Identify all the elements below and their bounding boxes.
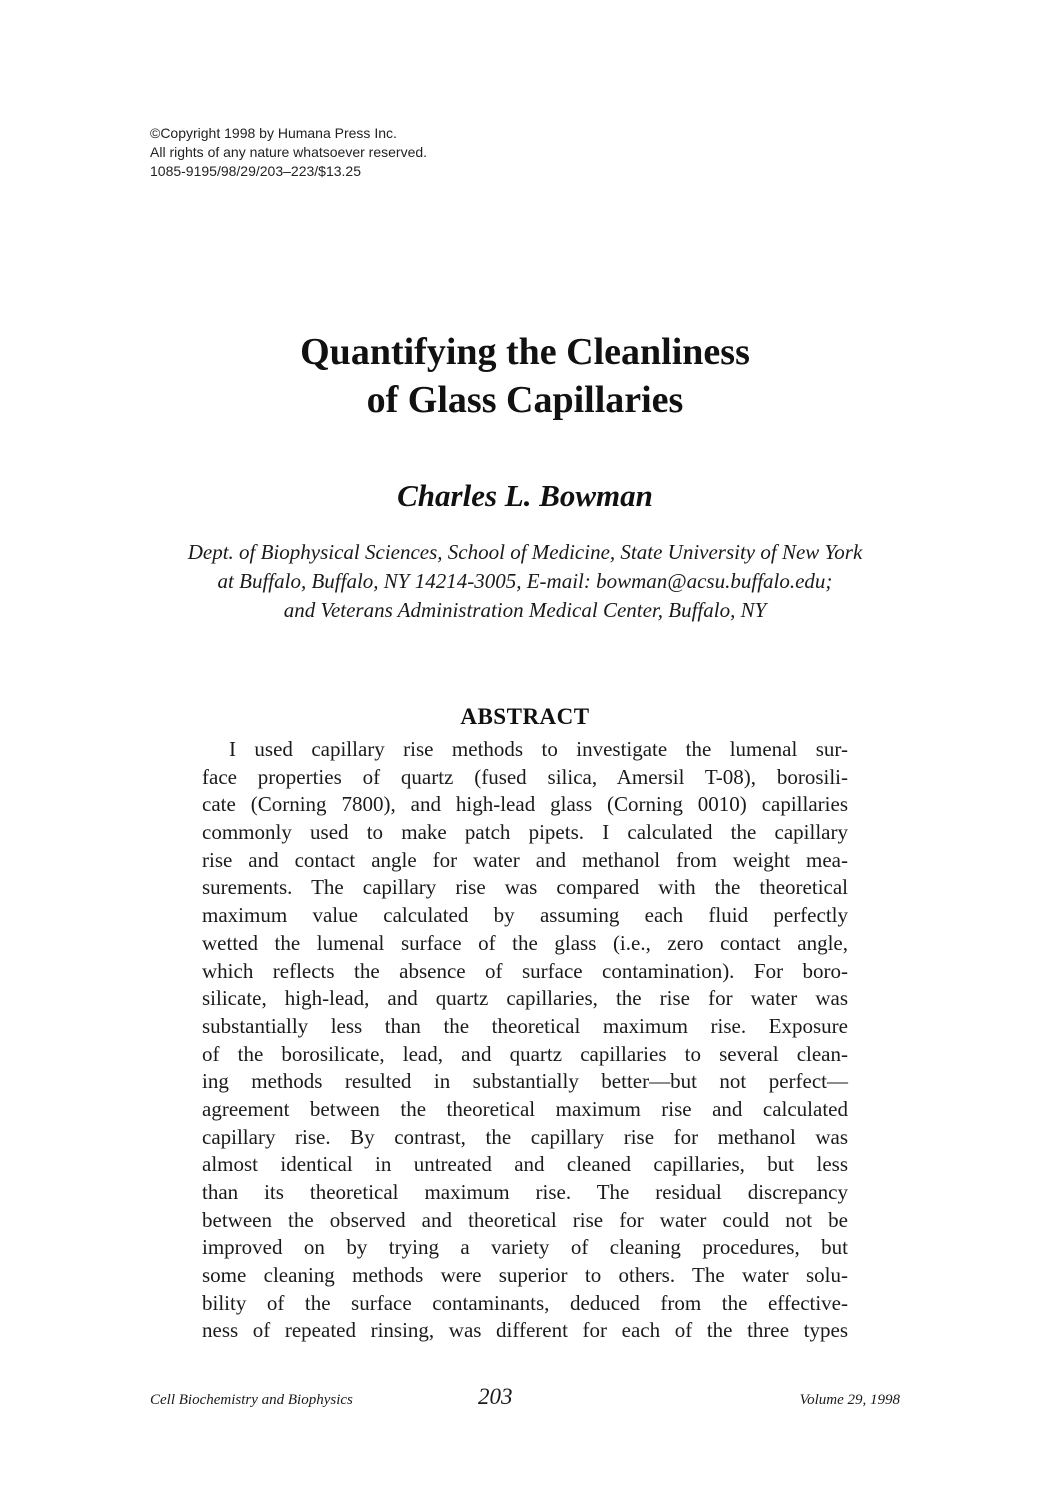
abstract-line: of the borosilicate, lead, and quartz capillaries to several clean- bbox=[202, 1041, 848, 1066]
abstract-line: some cleaning methods were superior to others. The water solu- bbox=[202, 1263, 848, 1288]
page-number: 203 bbox=[478, 1384, 513, 1409]
abstract-line: face properties of quartz (fused silica, Amersil T-08), borosili- bbox=[202, 764, 848, 789]
abstract-line: improved on by trying a variety of cleaning procedures, but bbox=[202, 1235, 848, 1260]
abstract-line: bility of the surface contaminants, deduced from the effective- bbox=[202, 1290, 848, 1315]
affiliation-line: Dept. of Biophysical Sciences, School of Medicine, State University of New York bbox=[187, 540, 863, 564]
abstract-line: silicate, high-lead, and quartz capillaries, the rise for water was bbox=[202, 986, 848, 1011]
journal-name: Cell Biochemistry and Biophysics bbox=[150, 1392, 353, 1408]
title-line: of Glass Capillaries bbox=[366, 379, 684, 421]
author-affiliation bbox=[0, 538, 1050, 625]
abstract-line: between the observed and theoretical rise for water could not be bbox=[202, 1207, 848, 1232]
abstract-line: wetted the lumenal surface of the glass (i.e., zero contact angle, bbox=[202, 930, 848, 955]
abstract-line: cate (Corning 7800), and high-lead glass (Corning 0010) capillaries bbox=[202, 792, 848, 817]
abstract-line: capillary rise. By contrast, the capillary rise for methanol was bbox=[202, 1124, 848, 1149]
abstract-heading: ABSTRACT bbox=[460, 704, 590, 729]
affiliation-line: at Buffalo, Buffalo, NY 14214-3005, E-mail: bowman@acsu.buffalo.edu; bbox=[217, 569, 833, 593]
copyright-line: ©Copyright 1998 by Humana Press Inc. bbox=[150, 125, 397, 141]
copyright-notice bbox=[150, 124, 427, 181]
issn-line: 1085-9195/98/29/203–223/$13.25 bbox=[150, 163, 361, 179]
rights-line: All rights of any nature whatsoever reserved. bbox=[150, 144, 428, 160]
abstract-body bbox=[202, 736, 848, 1345]
abstract-line: ing methods resulted in substantially better—but not perfect— bbox=[202, 1069, 848, 1094]
abstract-line: which reflects the absence of surface contamination). For boro- bbox=[202, 958, 848, 983]
affiliation-line: and Veterans Administration Medical Center, Buffalo, NY bbox=[283, 598, 767, 622]
abstract-line: ness of repeated rinsing, was different for each of the three types bbox=[202, 1318, 848, 1343]
paper-title bbox=[0, 328, 1050, 424]
abstract-line: rise and contact angle for water and methanol from weight mea- bbox=[202, 847, 848, 872]
author-name: Charles L. Bowman bbox=[397, 478, 653, 513]
abstract-line: maximum value calculated by assuming each fluid perfectly bbox=[202, 903, 848, 928]
page-footer bbox=[150, 1386, 900, 1416]
abstract-line: surements. The capillary rise was compared with the theoretical bbox=[202, 875, 848, 900]
abstract-line: commonly used to make patch pipets. I calculated the capillary bbox=[202, 820, 848, 845]
abstract-line: agreement between the theoretical maximum rise and calculated bbox=[202, 1096, 848, 1121]
abstract-line: than its theoretical maximum rise. The residual discrepancy bbox=[202, 1180, 848, 1204]
abstract-line: I used capillary rise methods to investigate the lumenal sur- bbox=[229, 737, 848, 761]
abstract-line: substantially less than the theoretical maximum rise. Exposure bbox=[202, 1013, 848, 1038]
abstract-line: almost identical in untreated and cleaned capillaries, but less bbox=[202, 1152, 848, 1177]
title-line: Quantifying the Cleanliness bbox=[300, 331, 750, 373]
volume-info: Volume 29, 1998 bbox=[799, 1392, 900, 1408]
